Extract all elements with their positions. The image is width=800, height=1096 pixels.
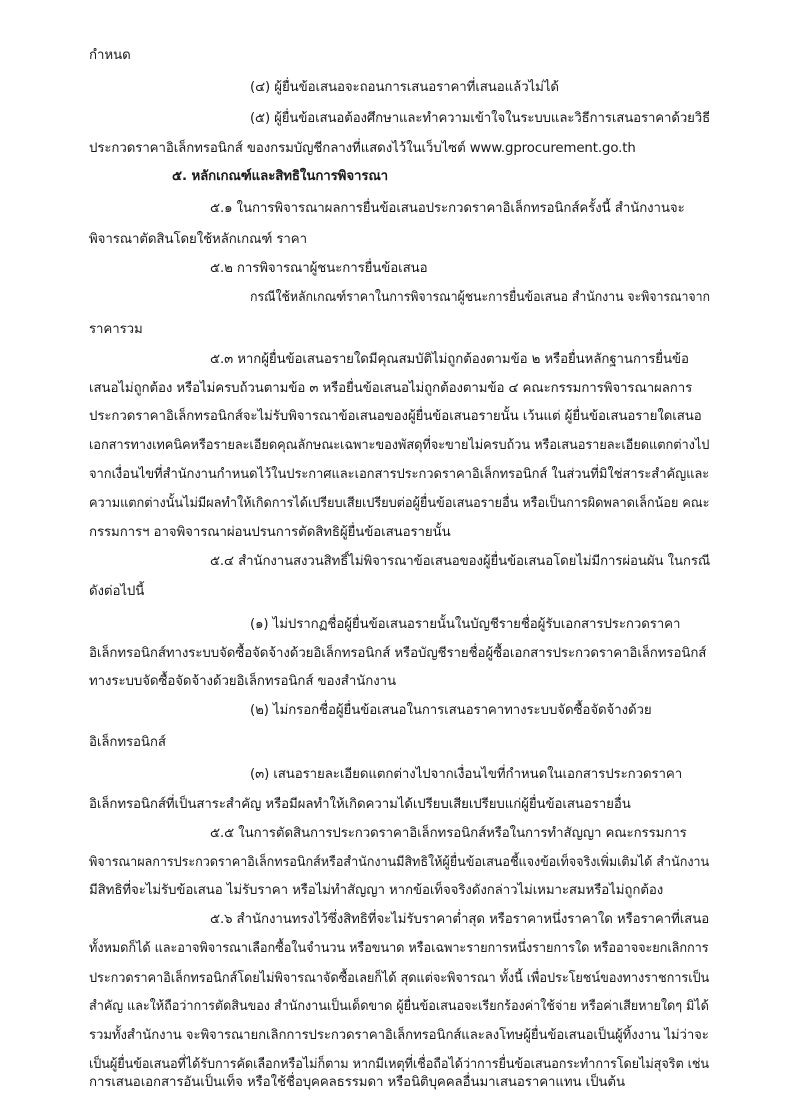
text-line: รวมทั้งสำนักงาน จะพิจารณายกเลิกการประกวดราคาอิเล็กทรอนิกส์และลงโทษผู้ยื่นข้อเสนอเป็นผู้ทิ้งงาน ไม่ว่าจะ	[89, 1028, 709, 1043]
text-line: ประกวดราคาอิเล็กทรอนิกส์ ของกรมบัญชีกลางที่แสดงไว้ในเว็บไซต์ www.gprocurement.go.th	[89, 141, 636, 156]
text-line: ประกวดราคาอิเล็กทรอนิกส์จะไม่รับพิจารณาข้อเสนอของผู้ยื่นข้อเสนอรายนั้น เว้นแต่ ผู้ยื่นข้อเสนอรายใดเสนอ	[89, 409, 702, 424]
text-line: ราคารวม	[89, 322, 143, 337]
text-line: (๓) เสนอรายละเอียดแตกต่างไปจากเงื่อนไขที่กำหนดในเอกสารประกวดราคา	[250, 767, 683, 782]
text-line: พิจารณาผลการประกวดราคาอิเล็กทรอนิกส์หรือสำนักงานมีสิทธิให้ผู้ยื่นข้อเสนอชี้แจงข้อเท็จจริงเพิ่มเติมได้ สำนักงาน	[89, 855, 710, 870]
text-line: การเสนอเอกสารอันเป็นเท็จ หรือใช้ชื่อบุคคลธรรมดา หรือนิติบุคคลอื่นมาเสนอราคาแทน เป็นต้น	[89, 1075, 625, 1090]
text-line: ๕.๔ สำนักงานสงวนสิทธิ์ไม่พิจารณาข้อเสนอของผู้ยื่นข้อเสนอโดยไม่มีการผ่อนผัน ในกรณี	[210, 554, 711, 569]
text-line: กำหนด	[89, 48, 131, 63]
text-line: ๕.๑ ในการพิจารณาผลการยื่นข้อเสนอประกวดราคาอิเล็กทรอนิกส์ครั้งนี้ สำนักงานจะ	[210, 201, 685, 216]
text-line: ทางระบบจัดซื้อจัดจ้างด้วยอิเล็กทรอนิกส์ ของสำนักงาน	[89, 674, 396, 689]
text-line: ๕.๓ หากผู้ยื่นข้อเสนอรายใดมีคุณสมบัติไม่ถูกต้องตามข้อ ๒ หรือยื่นหลักฐานการยื่นข้อ	[210, 352, 689, 367]
text-line: ดังต่อไปนี้	[89, 584, 145, 599]
text-line: กรรมการฯ อาจพิจารณาผ่อนปรนการตัดสิทธิผู้ยื่นข้อเสนอรายนั้น	[89, 525, 451, 540]
text-line: ความแตกต่างนั้นไม่มีผลทำให้เกิดการได้เปรียบเสียเปรียบต่อผู้ยื่นข้อเสนอรายอื่น หรือเป็นการผิดพลาดเล็กน้อย คณะ	[89, 496, 710, 511]
text-line: กรณีใช้หลักเกณฑ์ราคาในการพิจารณาผู้ชนะการยื่นข้อเสนอ สำนักงาน จะพิจารณาจาก	[250, 290, 710, 305]
text-line: อิเล็กทรอนิกส์ทางระบบจัดซื้อจัดจ้างด้วยอิเล็กทรอนิกส์ หรือบัญชีรายชื่อผู้ซื้อเอกสารประกวดราคาอิเล็กทรอนิกส์	[89, 646, 707, 661]
text-line: ประกวดราคาอิเล็กทรอนิกส์โดยไม่พิจารณาจัดซื้อเลยก็ได้ สุดแต่จะพิจารณา ทั้งนี้ เพื่อประโยชน์ของทางราชการเป็น	[89, 971, 710, 986]
text-line: เป็นผู้ยื่นข้อเสนอที่ได้รับการคัดเลือกหรือไม่ก็ตาม หากมีเหตุที่เชื่อถือได้ว่าการยื่นข้อเสนอกระทำการโดยไม่สุจริต เช่น	[89, 1057, 710, 1072]
text-line: อิเล็กทรอนิกส์ที่เป็นสาระสำคัญ หรือมีผลทำให้เกิดความได้เปรียบเสียเปรียบแก่ผู้ยื่นข้อเสนอรายอื่น	[89, 797, 631, 812]
section-heading: ๕. หลักเกณฑ์และสิทธิในการพิจารณา	[172, 169, 389, 184]
text-line: เสนอไม่ถูกต้อง หรือไม่ครบถ้วนตามข้อ ๓ หรือยื่นข้อเสนอไม่ถูกต้องตามข้อ ๔ คณะกรรมการพิจารณาผลการ	[89, 381, 693, 396]
text-line: (๑) ไม่ปรากฏชื่อผู้ยื่นข้อเสนอรายนั้นในบัญชีรายชื่อผู้รับเอกสารประกวดราคา	[250, 617, 681, 632]
text-line: อิเล็กทรอนิกส์	[89, 735, 166, 750]
text-line: จากเงื่อนไขที่สำนักงานกำหนดไว้ในประกาศและเอกสารประกวดราคาอิเล็กทรอนิกส์ ในส่วนที่มิใช่สาระสำคัญและ	[89, 467, 710, 482]
text-line: (๕) ผู้ยื่นข้อเสนอต้องศึกษาและทำความเข้าใจในระบบและวิธีการเสนอราคาด้วยวิธี	[250, 111, 711, 126]
text-line: ทั้งหมดก็ได้ และอาจพิจารณาเลือกซื้อในจำนวน หรือขนาด หรือเฉพาะรายการหนึ่งรายการใด หรืออาจจะยกเลิกการ	[89, 941, 709, 956]
text-line: พิจารณาตัดสินโดยใช้หลักเกณฑ์ ราคา	[89, 232, 307, 247]
text-line: (๒) ไม่กรอกชื่อผู้ยื่นข้อเสนอในการเสนอราคาทางระบบจัดซื้อจัดจ้างด้วย	[250, 703, 652, 718]
text-line: สำคัญ และให้ถือว่าการตัดสินของ สำนักงานเป็นเด็ดขาด ผู้ยื่นข้อเสนอจะเรียกร้องค่าใช้จ่าย หรือค่าเสียหายใดๆ มิได้	[89, 999, 709, 1014]
text-line: ๕.๒ การพิจารณาผู้ชนะการยื่นข้อเสนอ	[210, 261, 428, 276]
text-line: ๕.๕ ในการตัดสินการประกวดราคาอิเล็กทรอนิกส์หรือในการทำสัญญา คณะกรรมการ	[210, 826, 687, 841]
text-line: ๕.๖ สำนักงานทรงไว้ซึ่งสิทธิที่จะไม่รับราคาต่ำสุด หรือราคาหนึ่งราคาใด หรือราคาที่เสนอ	[210, 912, 710, 927]
text-line: มีสิทธิที่จะไม่รับข้อเสนอ ไม่รับราคา หรือไม่ทำสัญญา หากข้อเท็จจริงดังกล่าวไม่เหมาะสมหรือไม่ถูกต้อง	[89, 883, 664, 898]
text-line: เอกสารทางเทคนิคหรือรายละเอียดคุณลักษณะเฉพาะของพัสดุที่จะขายไม่ครบถ้วน หรือเสนอรายละเอียดแตกต่างไป	[89, 438, 710, 453]
text-line: (๔) ผู้ยื่นข้อเสนอจะถอนการเสนอราคาที่เสนอแล้วไม่ได้	[250, 80, 559, 95]
